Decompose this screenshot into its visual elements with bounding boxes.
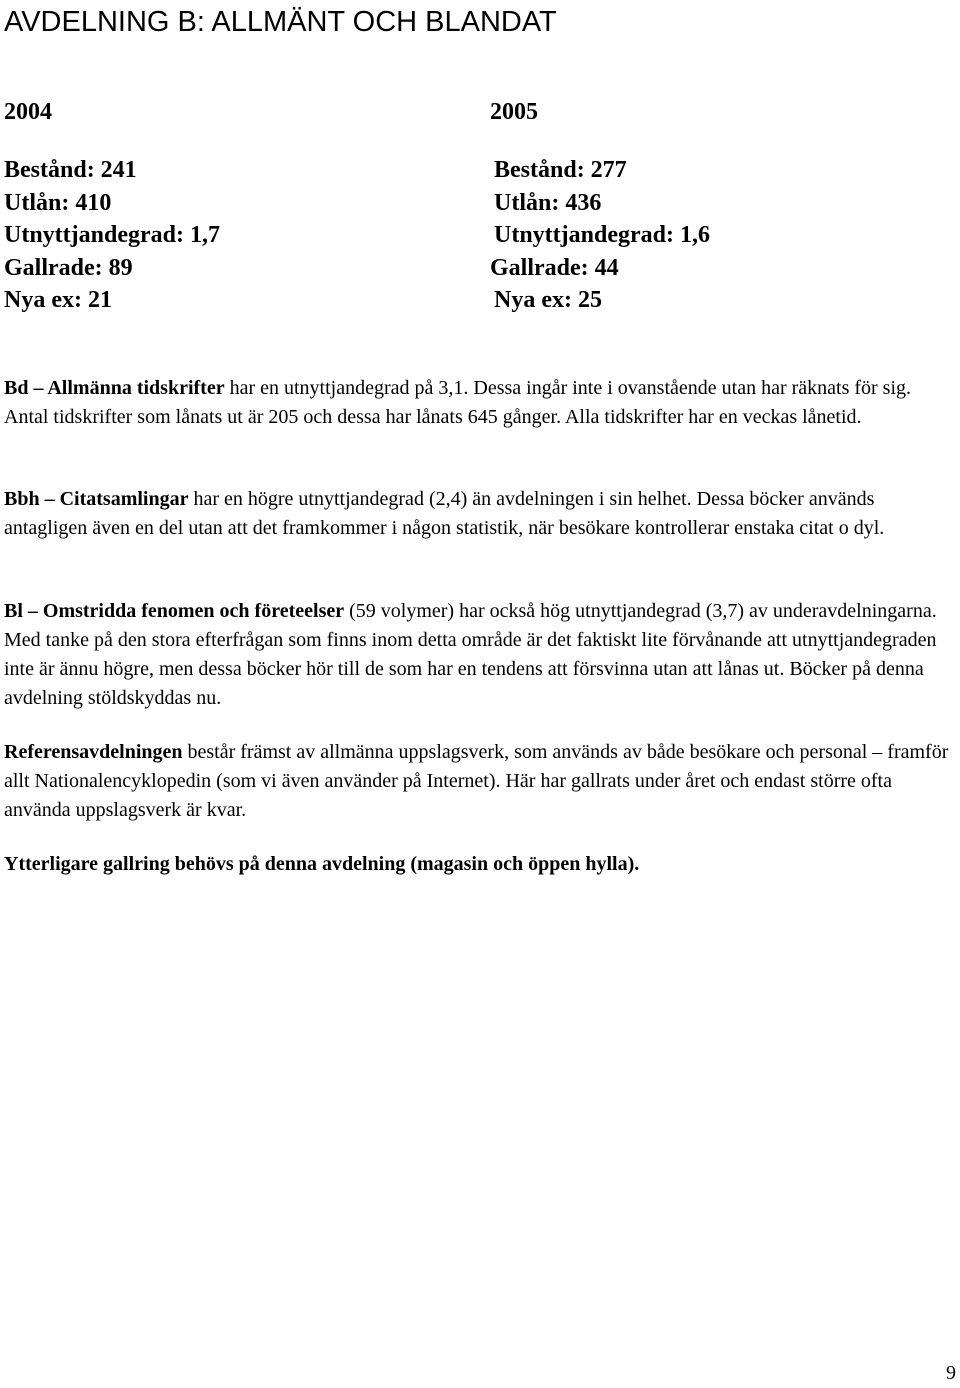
stat-gallrade-2004: Gallrade: 89 — [4, 254, 133, 281]
stat-utlan-2005: Utlån: 436 — [494, 189, 602, 216]
stat-bestand-2005: Bestånd: 277 — [494, 157, 627, 183]
stat-utnyttjandegrad-2005: Utnyttjandegrad: 1,6 — [494, 222, 710, 248]
paragraph-lead: Referensavdelningen — [4, 741, 183, 763]
stat-bestand-2004: Bestånd: 241 — [4, 157, 137, 183]
stats-2005 — [490, 94, 710, 317]
stat-utlan-2004: Utlån: 410 — [4, 189, 112, 216]
stat-nya-ex-2004: Nya ex: 21 — [4, 287, 112, 313]
paragraph-lead: Bd – Allmänna tidskrifter — [4, 377, 225, 399]
paragraph-lead: Bbh – Citatsamlingar — [4, 488, 189, 510]
paragraph-citatsamlingar — [4, 485, 958, 543]
paragraph-body: består främst av allmänna uppslagsverk, som används av både besökare och personal – framför allt Nationalencyklopedin (som vi även använder på Internet). Här har gallrats under året och endast större ofta använda uppslagsverk är kvar. — [4, 741, 949, 821]
paragraph-body: har en utnyttjandegrad på 3,1. Dessa ingår inte i ovanstående utan har räknats för sig. Antal tidskrifter som lånats ut är 205 och dessa har lånats 645 gånger. Alla tidskrifter har en veckas lånetid. — [4, 377, 912, 428]
paragraph-body: (59 volymer) har också hög utnyttjandegrad (3,7) av underavdelningarna. Med tanke på den stora efterfrågan som finns inom detta område är det faktiskt lite förvånande att utnyttjandegraden inte är ännu högre, men dessa böcker hör till de som har en tendens att försvinna utan att lånas ut. Böcker på denna avdelning stöldskyddas nu. — [4, 600, 937, 709]
paragraph-tidskrifter — [4, 374, 958, 432]
paragraph-body: har en högre utnyttjandegrad (2,4) än avdelningen i sin helhet. Dessa böcker används antagligen även en del utan att det framkommer i någon statistik, när besökare kontrollerar enstaka citat o dyl. — [4, 488, 885, 539]
year-2004: 2004 — [4, 99, 52, 125]
paragraph-referensavdelningen — [4, 738, 958, 825]
page-number: 9 — [946, 1362, 956, 1384]
paragraph-lead: Bl – Omstridda fenomen och företeelser — [4, 600, 345, 622]
paragraph-gallring-note: Ytterligare gallring behövs på denna avdelning (magasin och öppen hylla). — [4, 853, 640, 875]
stats-2004 — [4, 94, 220, 317]
stat-utnyttjandegrad-2004: Utnyttjandegrad: 1,7 — [4, 222, 220, 248]
page-heading: AVDELNING B: ALLMÄNT OCH BLANDAT — [4, 6, 557, 38]
paragraph-omstridda-fenomen — [4, 597, 958, 713]
stat-nya-ex-2005: Nya ex: 25 — [494, 287, 602, 313]
year-2005: 2005 — [490, 99, 538, 125]
stat-gallrade-2005: Gallrade: 44 — [490, 254, 619, 281]
